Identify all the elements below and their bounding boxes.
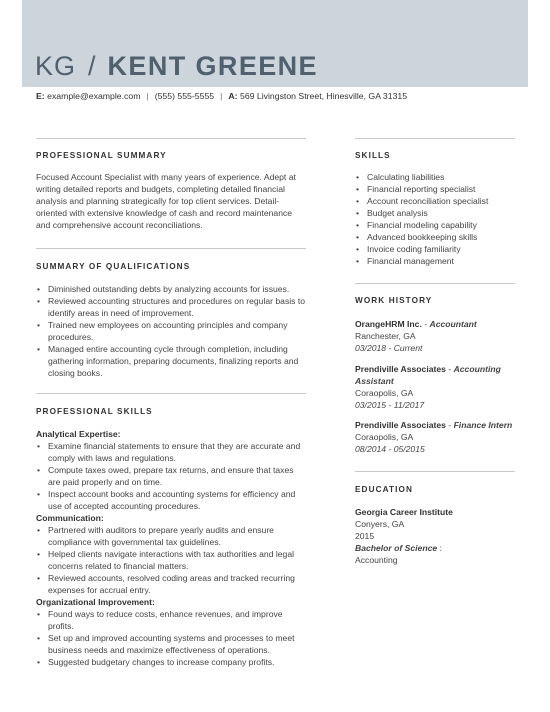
email-label: E: [36, 91, 45, 101]
list-item: • Suggested budgetary changes to increase company profits. [36, 656, 306, 668]
section-title-summary: PROFESSIONAL SUMMARY [36, 151, 167, 160]
job-entry [355, 419, 515, 455]
list-item: • Examine financial statements to ensure that they are accurate and comply with laws and regulations. [36, 440, 306, 464]
list-item: • Financial reporting specialist [355, 183, 520, 195]
list-item: • Reviewed accounting structures and procedures on regular basis to identify areas in need of improvement. [36, 295, 306, 319]
list-item: • Reviewed accounts, resolved coding areas and tracked recurring expenses for accrual entry. [36, 572, 306, 596]
candidate-name [35, 50, 318, 82]
list-item: • Compute taxes owed, prepare tax returns, and ensure that taxes are paid properly and on time. [36, 464, 306, 488]
graduation-year: 2015 [355, 531, 375, 541]
list-item: • Trained new employees on accounting principles and company procedures. [36, 319, 306, 343]
divider [36, 248, 306, 249]
list-item: • Helped clients navigate interactions with tax authorities and legal concerns related to financial matters. [36, 548, 306, 572]
contact-separator: | [146, 91, 149, 101]
email-value: example@example.com [47, 91, 141, 101]
phone-value: (555) 555-5555 [154, 91, 215, 101]
contact-line [36, 91, 407, 101]
job-role: Accounting Assistant [355, 364, 501, 386]
list-item: • Account reconciliation specialist [355, 195, 520, 207]
professional-skills-body [36, 428, 306, 668]
job-dates: 03/2015 - 11/2017 [355, 400, 425, 410]
job-location: Coraopolis, GA [355, 388, 414, 398]
job-dash: - [421, 319, 430, 329]
divider [355, 138, 515, 139]
name-initials: KG [35, 51, 77, 81]
divider [36, 138, 306, 139]
section-title-qualifications: SUMMARY OF QUALIFICATIONS [36, 262, 191, 271]
job-company: OrangeHRM Inc. [355, 319, 422, 329]
skills-list [355, 171, 520, 267]
list-item: • Partnered with auditors to prepare yearly audits and ensure compliance with governmental tax guidelines. [36, 524, 306, 548]
list-item: • Advanced bookkeeping skills [355, 231, 520, 243]
section-title-work-history: WORK HISTORY [355, 296, 433, 305]
job-entry [355, 318, 515, 354]
divider [36, 393, 306, 394]
job-entry [355, 363, 515, 411]
job-location: Coraopolis, GA [355, 432, 414, 442]
degree-suffix: : [437, 543, 442, 553]
education-entry [355, 506, 515, 566]
degree-name: Bachelor of Science [355, 543, 438, 553]
list-item: • Financial management [355, 255, 520, 267]
job-role: Finance Intern [453, 420, 513, 430]
job-role: Accountant [429, 319, 477, 329]
degree-field: Accounting [355, 555, 398, 565]
job-dates: 08/2014 - 05/2015 [355, 444, 425, 454]
section-title-professional-skills: PROFESSIONAL SKILLS [36, 407, 153, 416]
list-item: • Found ways to reduce costs, enhance revenues, and improve profits. [36, 608, 306, 632]
job-company: Prendiville Associates [355, 420, 446, 430]
list-item: • Managed entire accounting cycle through completion, including gathering information, preparing documents, finalizing reports and closing books. [36, 343, 306, 379]
job-dash: - [445, 364, 454, 374]
contact-separator: | [220, 91, 223, 101]
list-item: • Set up and improved accounting systems and processes to meet business needs and maximize effectiveness of operations. [36, 632, 306, 656]
divider [355, 283, 515, 284]
job-location: Ranchester, GA [355, 331, 416, 341]
job-company: Prendiville Associates [355, 364, 446, 374]
list-item: • Invoice coding familiarity [355, 243, 520, 255]
job-dates: 03/2018 - Current [355, 343, 423, 353]
name-slash: / [88, 51, 96, 81]
skill-group-list [36, 524, 306, 596]
list-item: • Inspect account books and accounting systems for efficiency and use of accepted accounting procedures. [36, 488, 306, 512]
list-item: • Budget analysis [355, 207, 520, 219]
address-value: 569 Livingston Street, Hinesville, GA 31315 [239, 91, 408, 101]
list-item: • Financial modeling capability [355, 219, 520, 231]
summary-text: Focused Account Specialist with many years of experience. Adept at writing detailed reports and budgets, completing detailed financial analysis and planning strategically for top client services. Detail-oriented with extensive knowledge of cash and record maintenance and comprehensive account reconciliations. [36, 172, 296, 230]
skill-group-heading: Organizational Improvement: [36, 597, 155, 607]
section-title-education: EDUCATION [355, 485, 413, 494]
divider [355, 471, 515, 472]
skill-group-list [36, 608, 306, 668]
qualifications-list [36, 283, 306, 379]
list-item: • Calculating liabilities [355, 171, 520, 183]
skill-group-heading: Analytical Expertise: [36, 429, 121, 439]
skill-group-heading: Communication: [36, 513, 104, 523]
section-title-skills: SKILLS [355, 151, 391, 160]
address-label: A: [228, 91, 238, 101]
list-item: • Diminished outstanding debts by analyzing accounts for issues. [36, 283, 306, 295]
job-dash: - [445, 420, 454, 430]
full-name: KENT GREENE [107, 51, 318, 81]
school-location: Conyers, GA [355, 519, 405, 529]
school-name: Georgia Career Institute [355, 507, 453, 517]
skill-group-list [36, 440, 306, 512]
